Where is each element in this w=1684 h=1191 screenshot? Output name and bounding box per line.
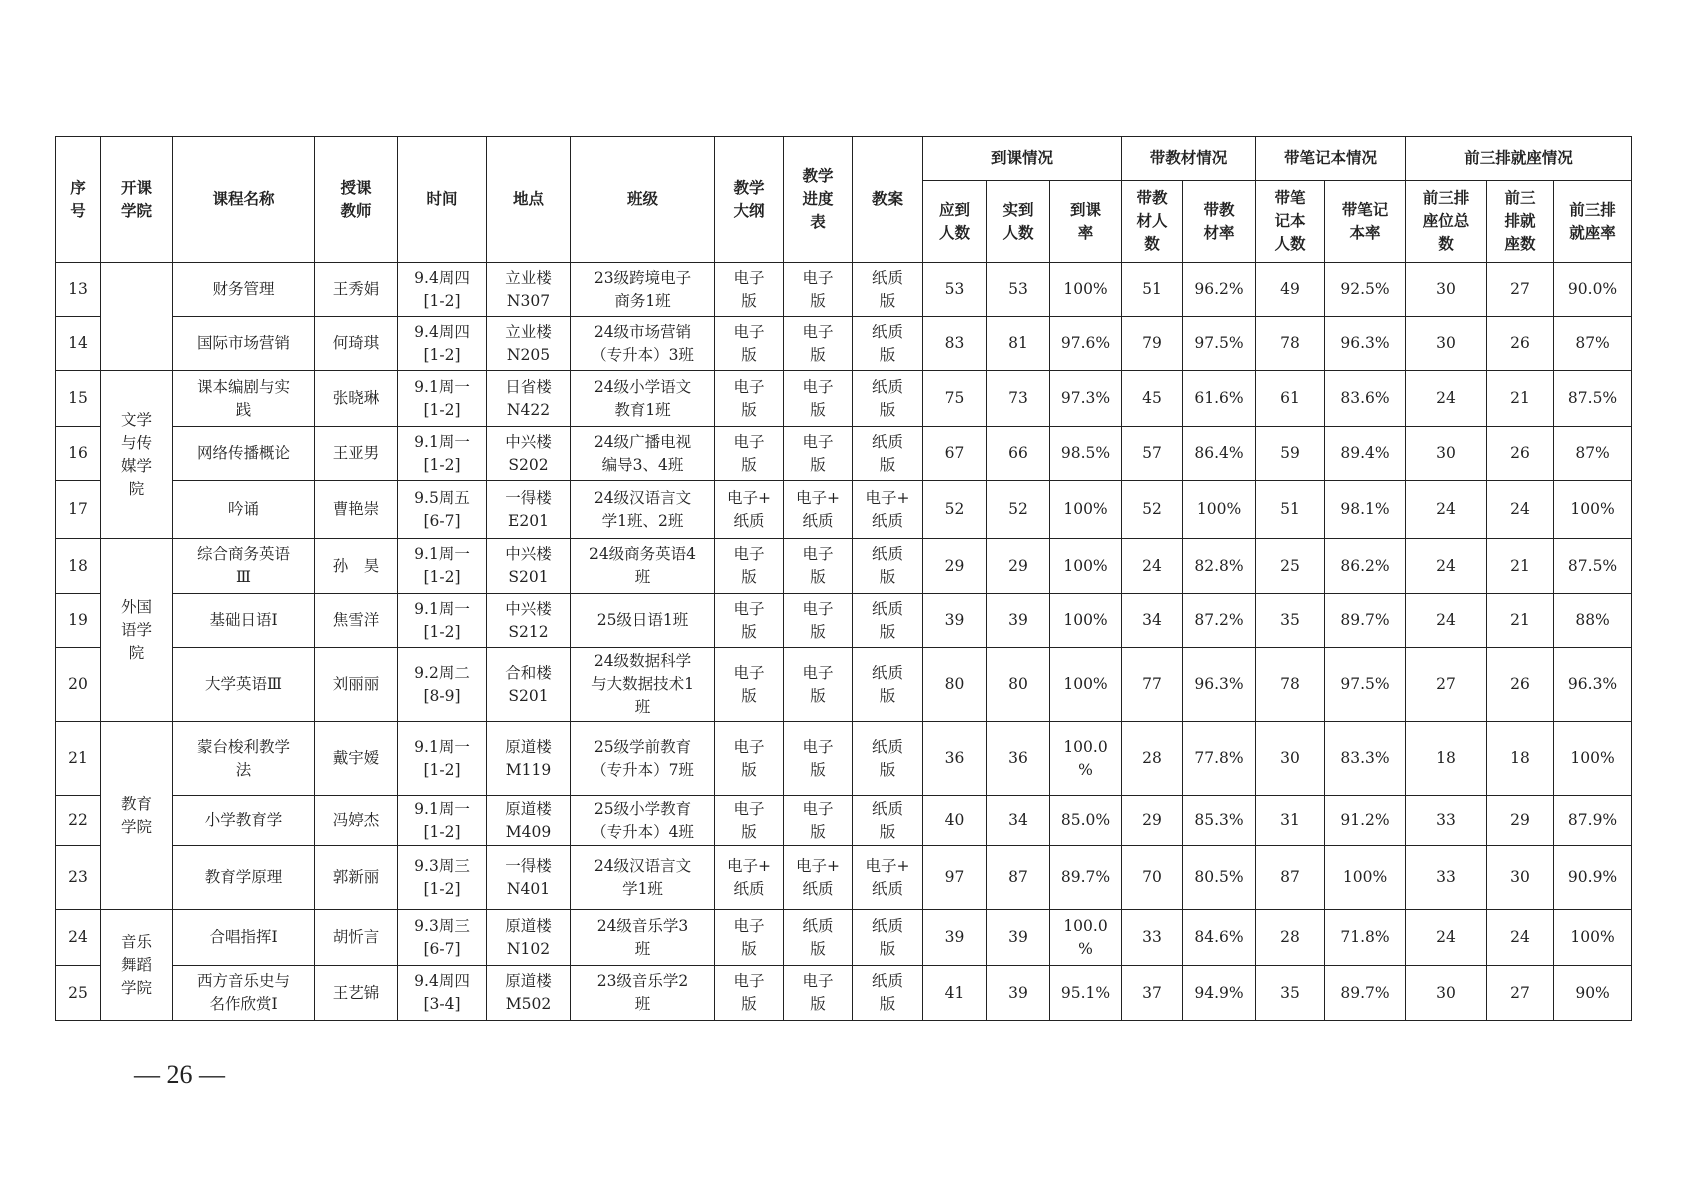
cell-front-rate: 87.5% [1554,371,1632,427]
table-row [56,371,1632,427]
cell-plan: 纸质 版 [853,966,923,1021]
cell-time: 9.3周三 [6-7] [398,910,487,966]
cell-notebook-rate: 83.6% [1325,371,1406,427]
header-textbook-group: 带教材情况 [1122,137,1256,181]
cell-seq: 13 [56,263,101,317]
cell-notebook-rate: 71.8% [1325,910,1406,966]
cell-expected: 41 [923,966,987,1021]
cell-front-seated: 26 [1487,427,1554,481]
cell-expected: 53 [923,263,987,317]
cell-location: 日省楼 N422 [487,371,571,427]
cell-seq: 18 [56,539,101,594]
cell-class: 25级日语1班 [571,594,715,648]
header-front-seated: 前三 排就 座数 [1487,181,1554,263]
cell-teacher: 焦雪洋 [315,594,398,648]
cell-front-total: 30 [1406,966,1487,1021]
cell-location: 一得楼 N401 [487,846,571,910]
cell-location: 立业楼 N205 [487,317,571,371]
cell-syllabus: 电子 版 [715,648,784,722]
cell-attendance-rate: 85.0% [1050,796,1122,846]
cell-teacher: 胡忻言 [315,910,398,966]
cell-seq: 16 [56,427,101,481]
cell-schedule: 电子 版 [784,594,853,648]
cell-textbook-rate: 85.3% [1183,796,1256,846]
cell-expected: 39 [923,594,987,648]
cell-syllabus: 电子 版 [715,371,784,427]
cell-seq: 15 [56,371,101,427]
cell-textbook-count: 33 [1122,910,1183,966]
cell-course: 基础日语Ⅰ [173,594,315,648]
cell-notebook-count: 49 [1256,263,1325,317]
cell-syllabus: 电子 版 [715,966,784,1021]
cell-notebook-rate: 98.1% [1325,481,1406,539]
header-attendance-rate: 到课 率 [1050,181,1122,263]
cell-location: 原道楼 N102 [487,910,571,966]
cell-notebook-rate: 100% [1325,846,1406,910]
cell-front-total: 24 [1406,371,1487,427]
cell-attendance-rate: 100.0 % [1050,722,1122,796]
cell-expected: 40 [923,796,987,846]
table-row [56,594,1632,648]
cell-front-rate: 90.0% [1554,263,1632,317]
cell-time: 9.1周一 [1-2] [398,722,487,796]
cell-textbook-rate: 84.6% [1183,910,1256,966]
header-notebook-rate: 带笔记 本率 [1325,181,1406,263]
cell-course: 合唱指挥Ⅰ [173,910,315,966]
cell-front-rate: 87.5% [1554,539,1632,594]
cell-class: 24级汉语言文 学1班、2班 [571,481,715,539]
table-row [56,539,1632,594]
cell-syllabus: 电子 版 [715,539,784,594]
cell-time: 9.1周一 [1-2] [398,539,487,594]
cell-actual: 52 [987,481,1050,539]
cell-expected: 52 [923,481,987,539]
cell-front-seated: 21 [1487,594,1554,648]
cell-plan: 纸质 版 [853,796,923,846]
cell-attendance-rate: 100% [1050,263,1122,317]
cell-expected: 29 [923,539,987,594]
cell-location: 原道楼 M119 [487,722,571,796]
cell-course: 大学英语Ⅲ [173,648,315,722]
cell-location: 中兴楼 S201 [487,539,571,594]
cell-front-seated: 21 [1487,371,1554,427]
cell-class: 23级音乐学2 班 [571,966,715,1021]
cell-front-seated: 30 [1487,846,1554,910]
cell-front-total: 24 [1406,481,1487,539]
cell-location: 中兴楼 S202 [487,427,571,481]
cell-teacher: 张晓琳 [315,371,398,427]
cell-plan: 纸质 版 [853,371,923,427]
cell-notebook-count: 25 [1256,539,1325,594]
cell-teacher: 刘丽丽 [315,648,398,722]
cell-textbook-count: 45 [1122,371,1183,427]
cell-class: 24级小学语文 教育1班 [571,371,715,427]
cell-textbook-count: 70 [1122,846,1183,910]
cell-front-total: 27 [1406,648,1487,722]
cell-front-rate: 100% [1554,722,1632,796]
table-row [56,263,1632,317]
cell-front-total: 24 [1406,594,1487,648]
cell-textbook-count: 51 [1122,263,1183,317]
header-front-rate: 前三排 就座率 [1554,181,1632,263]
cell-course: 教育学原理 [173,846,315,910]
cell-seq: 24 [56,910,101,966]
cell-seq: 21 [56,722,101,796]
cell-class: 25级学前教育 （专升本）7班 [571,722,715,796]
cell-notebook-count: 35 [1256,966,1325,1021]
cell-notebook-rate: 89.4% [1325,427,1406,481]
cell-notebook-rate: 92.5% [1325,263,1406,317]
cell-schedule: 电子 版 [784,966,853,1021]
header-notebook-group: 带笔记本情况 [1256,137,1406,181]
cell-schedule: 电子 版 [784,722,853,796]
cell-notebook-rate: 96.3% [1325,317,1406,371]
cell-time: 9.2周二 [8-9] [398,648,487,722]
cell-schedule: 电子+ 纸质 [784,846,853,910]
cell-expected: 83 [923,317,987,371]
cell-textbook-rate: 96.2% [1183,263,1256,317]
cell-textbook-rate: 86.4% [1183,427,1256,481]
cell-attendance-rate: 100.0 % [1050,910,1122,966]
cell-class: 24级数据科学 与大数据技术1 班 [571,648,715,722]
cell-course: 蒙台梭利教学 法 [173,722,315,796]
cell-notebook-count: 31 [1256,796,1325,846]
table-row [56,910,1632,966]
cell-notebook-rate: 91.2% [1325,796,1406,846]
cell-time: 9.1周一 [1-2] [398,371,487,427]
cell-textbook-rate: 97.5% [1183,317,1256,371]
cell-course: 吟诵 [173,481,315,539]
cell-actual: 39 [987,966,1050,1021]
cell-plan: 纸质 版 [853,539,923,594]
cell-schedule: 电子 版 [784,317,853,371]
cell-notebook-count: 78 [1256,317,1325,371]
cell-notebook-count: 61 [1256,371,1325,427]
cell-front-seated: 26 [1487,317,1554,371]
table-row [56,648,1632,722]
table-row [56,846,1632,910]
cell-syllabus: 电子 版 [715,427,784,481]
header-college: 开课 学院 [101,137,173,263]
cell-textbook-count: 52 [1122,481,1183,539]
header-plan: 教案 [853,137,923,263]
cell-teacher: 王艺锦 [315,966,398,1021]
header-actual: 实到 人数 [987,181,1050,263]
header-schedule: 教学 进度 表 [784,137,853,263]
cell-seq: 20 [56,648,101,722]
cell-front-rate: 87.9% [1554,796,1632,846]
cell-class: 24级商务英语4 班 [571,539,715,594]
cell-attendance-rate: 97.3% [1050,371,1122,427]
cell-attendance-rate: 100% [1050,648,1122,722]
cell-textbook-count: 29 [1122,796,1183,846]
cell-teacher: 孙 昊 [315,539,398,594]
cell-plan: 纸质 版 [853,722,923,796]
cell-front-seated: 24 [1487,910,1554,966]
cell-notebook-count: 35 [1256,594,1325,648]
cell-seq: 25 [56,966,101,1021]
cell-front-total: 30 [1406,427,1487,481]
cell-expected: 75 [923,371,987,427]
cell-seq: 14 [56,317,101,371]
cell-plan: 纸质 版 [853,648,923,722]
header-syllabus: 教学 大纲 [715,137,784,263]
cell-front-seated: 24 [1487,481,1554,539]
cell-plan: 电子+ 纸质 [853,846,923,910]
cell-teacher: 王秀娟 [315,263,398,317]
cell-plan: 纸质 版 [853,317,923,371]
cell-textbook-rate: 96.3% [1183,648,1256,722]
cell-notebook-count: 30 [1256,722,1325,796]
cell-class: 24级音乐学3 班 [571,910,715,966]
cell-class: 24级市场营销 （专升本）3班 [571,317,715,371]
cell-textbook-count: 79 [1122,317,1183,371]
cell-college: 文学 与传 媒学 院 [101,371,173,539]
cell-actual: 36 [987,722,1050,796]
cell-course: 财务管理 [173,263,315,317]
table-row [56,966,1632,1021]
cell-front-total: 18 [1406,722,1487,796]
cell-front-seated: 29 [1487,796,1554,846]
cell-notebook-count: 78 [1256,648,1325,722]
cell-front-rate: 88% [1554,594,1632,648]
cell-notebook-rate: 89.7% [1325,594,1406,648]
cell-actual: 87 [987,846,1050,910]
cell-front-rate: 90.9% [1554,846,1632,910]
cell-teacher: 何琦琪 [315,317,398,371]
cell-course: 小学教育学 [173,796,315,846]
cell-plan: 纸质 版 [853,263,923,317]
cell-attendance-rate: 100% [1050,594,1122,648]
table-row [56,317,1632,371]
cell-actual: 81 [987,317,1050,371]
cell-plan: 电子+ 纸质 [853,481,923,539]
header-time: 时间 [398,137,487,263]
cell-course: 综合商务英语 Ⅲ [173,539,315,594]
cell-notebook-rate: 86.2% [1325,539,1406,594]
cell-textbook-count: 57 [1122,427,1183,481]
cell-textbook-rate: 77.8% [1183,722,1256,796]
cell-textbook-count: 34 [1122,594,1183,648]
cell-syllabus: 电子 版 [715,796,784,846]
cell-syllabus: 电子 版 [715,317,784,371]
header-seating-group: 前三排就座情况 [1406,137,1632,181]
cell-schedule: 电子 版 [784,539,853,594]
cell-teacher: 曹艳崇 [315,481,398,539]
cell-time: 9.4周四 [3-4] [398,966,487,1021]
header-attendance-group: 到课情况 [923,137,1122,181]
header-front-total: 前三排 座位总 数 [1406,181,1487,263]
table-row [56,722,1632,796]
cell-front-seated: 27 [1487,263,1554,317]
cell-textbook-rate: 61.6% [1183,371,1256,427]
cell-teacher: 冯婷杰 [315,796,398,846]
header-notebook-count: 带笔 记本 人数 [1256,181,1325,263]
table-row [56,427,1632,481]
cell-class: 23级跨境电子 商务1班 [571,263,715,317]
cell-class: 24级广播电视 编导3、4班 [571,427,715,481]
cell-plan: 纸质 版 [853,910,923,966]
cell-teacher: 戴宇嫒 [315,722,398,796]
header-seq: 序 号 [56,137,101,263]
cell-textbook-rate: 100% [1183,481,1256,539]
cell-course: 课本编剧与实 践 [173,371,315,427]
cell-front-rate: 87% [1554,317,1632,371]
cell-front-rate: 87% [1554,427,1632,481]
cell-textbook-count: 28 [1122,722,1183,796]
cell-front-rate: 100% [1554,910,1632,966]
cell-time: 9.4周四 [1-2] [398,263,487,317]
cell-front-total: 24 [1406,910,1487,966]
cell-location: 原道楼 M502 [487,966,571,1021]
cell-course: 国际市场营销 [173,317,315,371]
cell-location: 立业楼 N307 [487,263,571,317]
cell-seq: 23 [56,846,101,910]
cell-actual: 29 [987,539,1050,594]
cell-textbook-rate: 87.2% [1183,594,1256,648]
cell-textbook-count: 37 [1122,966,1183,1021]
cell-plan: 纸质 版 [853,594,923,648]
cell-notebook-count: 59 [1256,427,1325,481]
cell-front-rate: 100% [1554,481,1632,539]
cell-class: 24级汉语言文 学1班 [571,846,715,910]
cell-syllabus: 电子+ 纸质 [715,481,784,539]
cell-notebook-count: 28 [1256,910,1325,966]
cell-teacher: 王亚男 [315,427,398,481]
cell-college [101,263,173,371]
cell-attendance-rate: 97.6% [1050,317,1122,371]
header-teacher: 授课 教师 [315,137,398,263]
cell-front-rate: 96.3% [1554,648,1632,722]
cell-syllabus: 电子+ 纸质 [715,846,784,910]
cell-course: 网络传播概论 [173,427,315,481]
cell-front-total: 30 [1406,317,1487,371]
cell-textbook-rate: 82.8% [1183,539,1256,594]
cell-location: 一得楼 E201 [487,481,571,539]
cell-actual: 39 [987,594,1050,648]
cell-front-rate: 90% [1554,966,1632,1021]
cell-schedule: 电子 版 [784,371,853,427]
cell-seq: 19 [56,594,101,648]
cell-seq: 22 [56,796,101,846]
cell-schedule: 电子 版 [784,427,853,481]
header-textbook-rate: 带教 材率 [1183,181,1256,263]
table-row [56,481,1632,539]
cell-expected: 39 [923,910,987,966]
cell-teacher: 郭新丽 [315,846,398,910]
cell-front-seated: 21 [1487,539,1554,594]
cell-location: 中兴楼 S212 [487,594,571,648]
cell-college: 音乐 舞蹈 学院 [101,910,173,1021]
cell-textbook-rate: 94.9% [1183,966,1256,1021]
inspection-table [55,136,1632,1021]
cell-attendance-rate: 98.5% [1050,427,1122,481]
header-location: 地点 [487,137,571,263]
cell-actual: 80 [987,648,1050,722]
cell-notebook-count: 87 [1256,846,1325,910]
cell-time: 9.4周四 [1-2] [398,317,487,371]
cell-notebook-rate: 83.3% [1325,722,1406,796]
cell-front-total: 33 [1406,846,1487,910]
cell-expected: 67 [923,427,987,481]
cell-attendance-rate: 95.1% [1050,966,1122,1021]
cell-actual: 53 [987,263,1050,317]
cell-actual: 39 [987,910,1050,966]
cell-class: 25级小学教育 （专升本）4班 [571,796,715,846]
cell-time: 9.3周三 [1-2] [398,846,487,910]
cell-schedule: 纸质 版 [784,910,853,966]
cell-actual: 34 [987,796,1050,846]
header-expected: 应到 人数 [923,181,987,263]
cell-syllabus: 电子 版 [715,594,784,648]
cell-front-seated: 27 [1487,966,1554,1021]
cell-location: 合和楼 S201 [487,648,571,722]
cell-textbook-count: 24 [1122,539,1183,594]
cell-college: 外国 语学 院 [101,539,173,722]
cell-time: 9.1周一 [1-2] [398,796,487,846]
cell-expected: 97 [923,846,987,910]
cell-plan: 纸质 版 [853,427,923,481]
cell-notebook-rate: 89.7% [1325,966,1406,1021]
cell-attendance-rate: 89.7% [1050,846,1122,910]
header-class: 班级 [571,137,715,263]
cell-seq: 17 [56,481,101,539]
cell-front-seated: 18 [1487,722,1554,796]
cell-schedule: 电子 版 [784,263,853,317]
cell-syllabus: 电子 版 [715,722,784,796]
cell-front-total: 33 [1406,796,1487,846]
cell-syllabus: 电子 版 [715,910,784,966]
cell-expected: 80 [923,648,987,722]
cell-attendance-rate: 100% [1050,481,1122,539]
cell-expected: 36 [923,722,987,796]
cell-notebook-rate: 97.5% [1325,648,1406,722]
cell-notebook-count: 51 [1256,481,1325,539]
cell-location: 原道楼 M409 [487,796,571,846]
cell-course: 西方音乐史与 名作欣赏Ⅰ [173,966,315,1021]
cell-textbook-rate: 80.5% [1183,846,1256,910]
cell-attendance-rate: 100% [1050,539,1122,594]
cell-schedule: 电子 版 [784,796,853,846]
cell-time: 9.1周一 [1-2] [398,594,487,648]
header-course: 课程名称 [173,137,315,263]
header-textbook-count: 带教 材人 数 [1122,181,1183,263]
cell-schedule: 电子 版 [784,648,853,722]
cell-actual: 66 [987,427,1050,481]
cell-textbook-count: 77 [1122,648,1183,722]
cell-schedule: 电子+ 纸质 [784,481,853,539]
cell-front-seated: 26 [1487,648,1554,722]
cell-college: 教育 学院 [101,722,173,910]
cell-front-total: 30 [1406,263,1487,317]
cell-front-total: 24 [1406,539,1487,594]
cell-time: 9.1周一 [1-2] [398,427,487,481]
cell-syllabus: 电子 版 [715,263,784,317]
table-row [56,796,1632,846]
cell-time: 9.5周五 [6-7] [398,481,487,539]
page-number: — 26 — [134,1060,225,1089]
cell-actual: 73 [987,371,1050,427]
